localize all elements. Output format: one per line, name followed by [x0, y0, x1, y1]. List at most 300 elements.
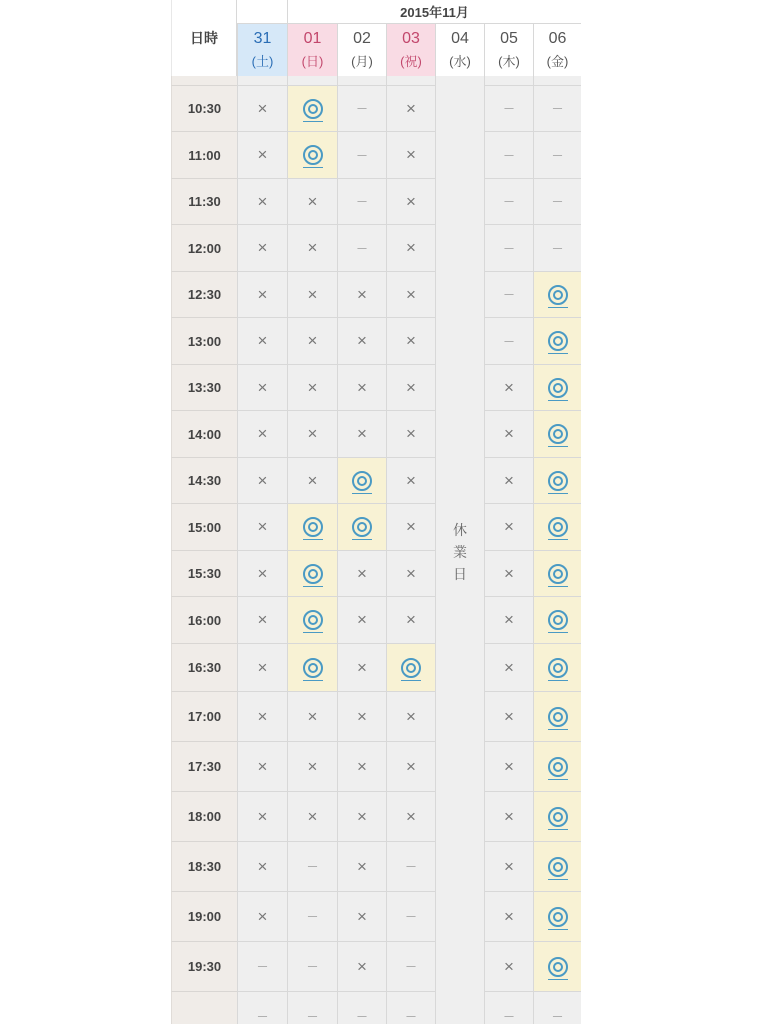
day-header-01 [287, 24, 337, 76]
cross-icon: × [406, 145, 416, 164]
dash-icon: － [306, 960, 319, 974]
double-circle-icon[interactable] [303, 564, 323, 584]
dash-icon: － [355, 148, 368, 163]
cross-icon: × [504, 657, 514, 677]
day-header-06 [533, 24, 581, 76]
time-label: 18:00 [171, 792, 237, 842]
slot-full [287, 272, 337, 318]
dash-icon: － [306, 860, 319, 874]
time-label: 11:00 [171, 132, 237, 179]
slot-unavailable [533, 132, 581, 179]
cross-icon: × [504, 956, 514, 976]
slot-full [287, 179, 337, 225]
cross-icon: × [357, 563, 367, 583]
cross-icon: × [357, 756, 367, 776]
cross-icon: × [257, 470, 268, 490]
cross-icon: × [307, 284, 318, 304]
slot-full [237, 318, 287, 365]
cross-icon: × [257, 657, 268, 677]
dash-icon: － [306, 1010, 319, 1024]
cross-icon: × [406, 191, 416, 211]
timeslot-row [171, 692, 581, 742]
cross-icon: × [406, 517, 416, 536]
double-circle-icon[interactable] [548, 517, 568, 537]
slot-full [237, 742, 287, 792]
dash-icon: － [502, 148, 515, 163]
cross-icon: × [504, 424, 514, 443]
timeslot-row [171, 892, 581, 942]
slot-full [484, 892, 533, 942]
double-circle-icon[interactable] [548, 610, 568, 630]
slot-full [237, 86, 287, 132]
day-of-week: (木) [498, 54, 520, 69]
day-number: 02 [353, 30, 371, 47]
cross-icon: × [504, 610, 514, 629]
cross-icon: × [257, 284, 268, 304]
slot-unavailable [337, 179, 386, 225]
slot-unavailable [287, 842, 337, 892]
slot-available[interactable] [287, 504, 337, 551]
timeslot-row [171, 992, 581, 1024]
dash-icon: － [551, 195, 564, 209]
cross-icon: × [307, 706, 318, 726]
slot-unavailable [484, 132, 533, 179]
slot-full [386, 365, 435, 411]
slot-available[interactable] [337, 504, 386, 551]
slot-full [237, 504, 287, 551]
slot-available[interactable] [533, 644, 581, 692]
cross-icon: × [406, 756, 416, 776]
cross-icon: × [257, 610, 268, 629]
slot-full [337, 644, 386, 692]
slot-full [287, 411, 337, 458]
slot-unavailable [337, 992, 386, 1024]
timeslot-row [171, 272, 581, 318]
slot-full [484, 942, 533, 992]
double-circle-icon[interactable] [548, 807, 568, 827]
slot-available[interactable] [337, 458, 386, 504]
cross-icon: × [406, 610, 416, 629]
slot-full [287, 225, 337, 272]
cross-icon: × [406, 284, 416, 304]
double-circle-icon[interactable] [352, 471, 372, 491]
slot-full [484, 597, 533, 644]
slot-unavailable [533, 76, 581, 86]
day-header-02 [337, 24, 386, 76]
slot-available[interactable] [287, 86, 337, 132]
slot-full [484, 644, 533, 692]
dash-icon: － [502, 334, 515, 349]
time-label: 17:00 [171, 692, 237, 742]
calendar-header [171, 0, 581, 76]
double-circle-icon[interactable] [548, 857, 568, 877]
slot-full [337, 272, 386, 318]
slot-full [287, 365, 337, 411]
time-label: 16:00 [171, 597, 237, 644]
time-label: 15:00 [171, 504, 237, 551]
cross-icon: × [257, 98, 268, 118]
timeslot-row [171, 225, 581, 272]
slot-full [386, 272, 435, 318]
slot-unavailable [287, 76, 337, 86]
timeslot-row [171, 86, 581, 132]
cross-icon: × [504, 856, 514, 876]
dash-icon: － [404, 860, 417, 874]
datetime-header: 日時 [171, 0, 237, 76]
double-circle-icon[interactable] [548, 471, 568, 491]
slot-full [484, 458, 533, 504]
day-of-week: (土) [251, 54, 274, 69]
dash-icon: － [551, 148, 564, 163]
double-circle-icon[interactable] [548, 757, 568, 777]
slot-full [484, 365, 533, 411]
slot-full [386, 225, 435, 272]
slot-unavailable [287, 942, 337, 992]
cross-icon: × [406, 98, 416, 118]
double-circle-icon[interactable] [352, 517, 372, 537]
double-circle-icon[interactable] [548, 957, 568, 977]
cross-icon: × [257, 563, 268, 583]
slot-full [386, 551, 435, 597]
slot-full [337, 742, 386, 792]
slot-full [484, 792, 533, 842]
slot-available[interactable] [533, 365, 581, 411]
double-circle-icon[interactable] [548, 707, 568, 727]
time-label: 19:30 [171, 942, 237, 992]
day-of-week: (金) [546, 54, 569, 69]
slot-unavailable [484, 76, 533, 86]
slot-unavailable [237, 992, 287, 1024]
double-circle-icon[interactable] [548, 285, 568, 305]
double-circle-icon[interactable] [303, 658, 323, 678]
timeslot-row [171, 318, 581, 365]
cross-icon: × [257, 145, 268, 164]
slot-full [337, 892, 386, 942]
slot-unavailable [337, 76, 386, 86]
time-label: 13:30 [171, 365, 237, 411]
day-header-04 [435, 24, 484, 76]
dash-icon: － [502, 195, 515, 209]
slot-full [386, 458, 435, 504]
slot-available[interactable] [533, 742, 581, 792]
time-label: 15:30 [171, 551, 237, 597]
cross-icon: × [257, 191, 268, 211]
slot-full [237, 458, 287, 504]
slot-full [237, 179, 287, 225]
day-header-03 [386, 24, 435, 76]
slot-full [237, 551, 287, 597]
slot-full [386, 792, 435, 842]
time-label [171, 992, 237, 1024]
slot-available[interactable] [287, 597, 337, 644]
double-circle-icon[interactable] [548, 658, 568, 678]
double-circle-icon[interactable] [548, 378, 568, 398]
slot-available[interactable] [533, 551, 581, 597]
slot-full [386, 692, 435, 742]
slot-full [337, 597, 386, 644]
slot-full [386, 597, 435, 644]
slot-full [484, 551, 533, 597]
slot-unavailable [287, 892, 337, 942]
slot-full [337, 842, 386, 892]
slot-unavailable [533, 179, 581, 225]
timeslot-row [171, 742, 581, 792]
cross-icon: × [257, 906, 268, 926]
cross-icon: × [357, 906, 367, 926]
day-number: 31 [253, 30, 272, 47]
timeslot-row [171, 179, 581, 225]
time-label: 16:30 [171, 644, 237, 692]
day-of-week: (月) [351, 54, 373, 69]
dash-icon: － [404, 960, 417, 974]
closed-day-label: 休 業 日 [453, 522, 467, 582]
cross-icon: × [307, 238, 318, 257]
slot-full [237, 411, 287, 458]
cross-icon: × [406, 806, 416, 826]
slot-full [386, 179, 435, 225]
cross-icon: × [504, 756, 514, 776]
cross-icon: × [504, 517, 514, 536]
double-circle-icon[interactable] [548, 331, 568, 351]
double-circle-icon[interactable] [548, 564, 568, 584]
slot-unavailable [484, 179, 533, 225]
day-number: 03 [402, 30, 420, 47]
cross-icon: × [307, 377, 318, 397]
slot-available[interactable] [287, 644, 337, 692]
dash-icon: － [306, 910, 319, 924]
slot-unavailable [386, 76, 435, 86]
slot-available[interactable] [533, 458, 581, 504]
cross-icon: × [257, 706, 268, 726]
time-label: 19:00 [171, 892, 237, 942]
cross-icon: × [307, 756, 318, 776]
cross-icon: × [357, 657, 367, 677]
slot-full [337, 692, 386, 742]
timeslot-row [171, 792, 581, 842]
time-label: 18:30 [171, 842, 237, 892]
slot-full [386, 411, 435, 458]
slot-unavailable [386, 842, 435, 892]
double-circle-icon[interactable] [401, 658, 421, 678]
slot-full [287, 458, 337, 504]
slot-unavailable [533, 225, 581, 272]
double-circle-icon[interactable] [303, 99, 323, 119]
cross-icon: × [257, 517, 268, 536]
day-of-week: (祝) [400, 54, 422, 69]
timeslot-row [171, 942, 581, 992]
timeslot-row [171, 842, 581, 892]
header-spacer [237, 0, 287, 24]
time-label: 14:00 [171, 411, 237, 458]
slot-unavailable [287, 992, 337, 1024]
slot-unavailable [337, 225, 386, 272]
slot-full [237, 225, 287, 272]
slot-unavailable [337, 86, 386, 132]
cross-icon: × [307, 331, 318, 350]
slot-full [287, 318, 337, 365]
timeslot-row [171, 76, 581, 86]
cross-icon: × [357, 377, 367, 397]
dash-icon: － [355, 241, 368, 256]
slot-unavailable [484, 318, 533, 365]
slot-unavailable [386, 942, 435, 992]
day-number: 05 [500, 30, 518, 47]
cross-icon: × [357, 610, 367, 629]
cross-icon: × [406, 377, 416, 397]
month-header: 2015年11月 [287, 0, 581, 24]
cross-icon: × [307, 191, 318, 211]
double-circle-icon[interactable] [303, 145, 323, 165]
slot-full [237, 692, 287, 742]
slot-full [484, 504, 533, 551]
cross-icon: × [357, 424, 367, 443]
cross-icon: × [504, 563, 514, 583]
timeslot-row [171, 551, 581, 597]
slot-full [484, 842, 533, 892]
slot-full [237, 272, 287, 318]
slot-available[interactable] [533, 504, 581, 551]
slot-full [237, 792, 287, 842]
cross-icon: × [357, 956, 367, 976]
cross-icon: × [504, 806, 514, 826]
slot-full [386, 504, 435, 551]
slot-full [337, 411, 386, 458]
dash-icon: － [404, 1010, 417, 1024]
slot-available[interactable] [287, 551, 337, 597]
slot-full [287, 742, 337, 792]
cross-icon: × [257, 238, 268, 257]
closed-day-column [435, 76, 484, 1024]
timeslot-grid [171, 76, 581, 1024]
time-label: 11:30 [171, 179, 237, 225]
slot-available[interactable] [533, 942, 581, 992]
slot-available[interactable] [533, 597, 581, 644]
cross-icon: × [357, 331, 367, 350]
cross-icon: × [406, 563, 416, 583]
slot-unavailable [237, 942, 287, 992]
cross-icon: × [406, 470, 416, 490]
cross-icon: × [357, 284, 367, 304]
timeslot-row [171, 365, 581, 411]
dash-icon: － [551, 102, 564, 116]
slot-available[interactable] [533, 411, 581, 458]
slot-full [484, 692, 533, 742]
slot-available[interactable] [533, 318, 581, 365]
cross-icon: × [257, 806, 268, 826]
cross-icon: × [307, 470, 318, 490]
slot-available[interactable] [533, 272, 581, 318]
day-header-31 [237, 24, 287, 76]
slot-full [287, 692, 337, 742]
slot-full [237, 132, 287, 179]
cross-icon: × [257, 856, 268, 876]
time-label [171, 76, 237, 86]
cross-icon: × [406, 706, 416, 726]
cross-icon: × [357, 806, 367, 826]
time-label: 10:30 [171, 86, 237, 132]
day-header-05 [484, 24, 533, 76]
dash-icon: － [256, 960, 269, 974]
slot-available[interactable] [533, 792, 581, 842]
cross-icon: × [357, 856, 367, 876]
slot-unavailable [484, 225, 533, 272]
slot-unavailable [484, 992, 533, 1024]
time-label: 17:30 [171, 742, 237, 792]
timeslot-row [171, 411, 581, 458]
cross-icon: × [504, 906, 514, 926]
dash-icon: － [404, 910, 417, 924]
cross-icon: × [504, 377, 514, 397]
time-label: 13:00 [171, 318, 237, 365]
dash-icon: － [502, 241, 515, 256]
day-number: 01 [303, 30, 322, 47]
slot-full [386, 742, 435, 792]
dash-icon: － [551, 1010, 564, 1024]
slot-full [237, 644, 287, 692]
slot-unavailable [484, 272, 533, 318]
cross-icon: × [357, 706, 367, 726]
dash-icon: － [355, 1010, 368, 1024]
slot-available[interactable] [287, 132, 337, 179]
slot-full [337, 792, 386, 842]
time-label: 12:00 [171, 225, 237, 272]
cross-icon: × [406, 424, 416, 443]
timeslot-row [171, 504, 581, 551]
double-circle-icon[interactable] [548, 424, 568, 444]
slot-full [386, 318, 435, 365]
dash-icon: － [355, 195, 368, 209]
slot-full [237, 842, 287, 892]
timeslot-row [171, 597, 581, 644]
slot-full [237, 597, 287, 644]
day-of-week: (日) [301, 54, 324, 69]
timeslot-row [171, 132, 581, 179]
double-circle-icon[interactable] [303, 517, 323, 537]
cross-icon: × [504, 706, 514, 726]
timeslot-row [171, 644, 581, 692]
slot-available[interactable] [533, 842, 581, 892]
double-circle-icon[interactable] [303, 610, 323, 630]
slot-unavailable [386, 992, 435, 1024]
slot-unavailable [533, 992, 581, 1024]
slot-available[interactable] [533, 892, 581, 942]
slot-available[interactable] [386, 644, 435, 692]
slot-full [237, 365, 287, 411]
cross-icon: × [307, 424, 318, 443]
dash-icon: － [502, 1010, 515, 1024]
dash-icon: － [355, 102, 368, 116]
slot-full [287, 792, 337, 842]
time-label: 14:30 [171, 458, 237, 504]
cross-icon: × [257, 377, 268, 397]
dash-icon: － [502, 102, 515, 116]
slot-unavailable [337, 132, 386, 179]
cross-icon: × [504, 470, 514, 490]
slot-full [337, 318, 386, 365]
slot-full [484, 742, 533, 792]
double-circle-icon[interactable] [548, 907, 568, 927]
slot-available[interactable] [533, 692, 581, 742]
slot-full [337, 365, 386, 411]
dash-icon: － [256, 1010, 269, 1024]
dash-icon: － [551, 241, 564, 256]
cross-icon: × [257, 331, 268, 350]
cross-icon: × [257, 424, 268, 443]
slot-full [386, 132, 435, 179]
slot-unavailable [533, 86, 581, 132]
timeslot-row [171, 458, 581, 504]
time-label: 12:30 [171, 272, 237, 318]
